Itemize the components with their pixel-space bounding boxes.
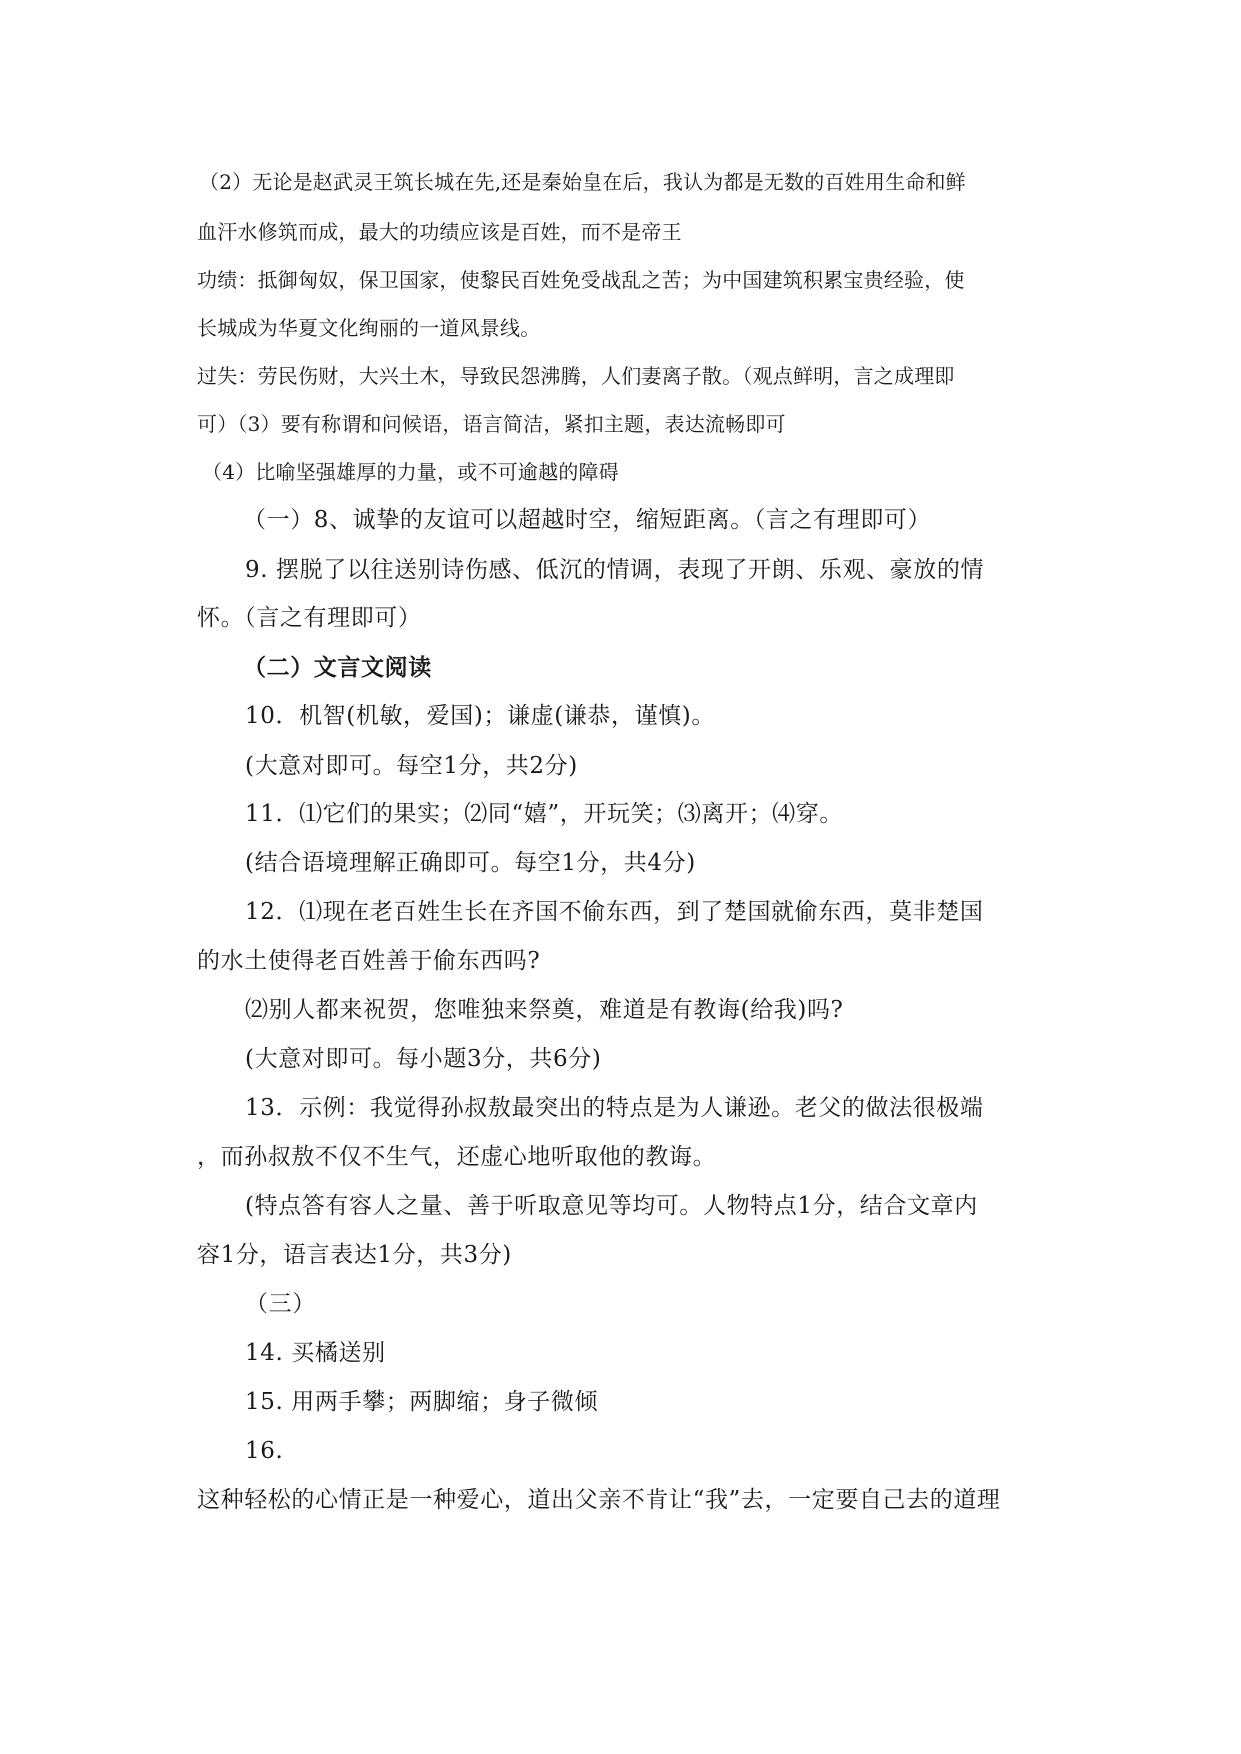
answer-10: 10．机智(机敏，爱国)；谦虚(谦恭，谨慎)。 — [245, 703, 715, 729]
answer-10-score: (大意对即可。每空1分，共2分) — [245, 753, 578, 779]
answer-12-score: (大意对即可。每小题3分，共6分) — [245, 1046, 602, 1072]
answer-9-line-1: 9. 摆脱了以往送别诗伤感、低沉的情调，表现了开朗、乐观、豪放的情 — [245, 557, 985, 583]
merit-line-2: 长城成为华夏文化绚丽的一道风景线。 — [197, 316, 541, 340]
answer-13-line-2: ，而孙叔敖不仅不生气，还虚心地听取他的教诲。 — [197, 1144, 717, 1170]
answer-11-score: (结合语境理解正确即可。每空1分，共4分) — [245, 850, 696, 876]
answer-16-label: 16. — [245, 1438, 284, 1464]
answer-13-score-line-2: 容1分，语言表达1分，共3分) — [197, 1242, 512, 1268]
answer-2-line-1: （2）无论是赵武灵王筑长城在先,还是秦始皇在后，我认为都是无数的百姓用生命和鲜 — [199, 170, 966, 194]
answer-13-score-line-1: (特点答有容人之量、善于听取意见等均可。人物特点1分，结合文章内 — [245, 1193, 978, 1219]
answer-12-line-2: 的水土使得老百姓善于偷东西吗? — [197, 948, 541, 974]
answer-12-line-1: 12．⑴现在老百姓生长在齐国不偷东西，到了楚国就偷东西，莫非楚国 — [245, 899, 984, 925]
section-2-heading: （二）文言文阅读 — [243, 654, 432, 681]
answer-15: 15. 用两手攀；两脚缩；身子微倾 — [245, 1389, 599, 1415]
merit-line-1: 功绩：抵御匈奴，保卫国家，使黎民百姓免受战乱之苦；为中国建筑积累宝贵经验，使 — [197, 268, 965, 292]
section-1-answer-8: （一）8、诚挚的友谊可以超越时空，缩短距离。（言之有理即可） — [243, 507, 932, 533]
answer-14: 14. 买橘送别 — [245, 1340, 386, 1366]
answer-9-line-2: 怀。（言之有理即可） — [197, 605, 422, 631]
answer-12-part-2: ⑵别人都来祝贺，您唯独来祭奠，难道是有教诲(给我)吗? — [245, 997, 844, 1023]
fault-line-1: 过失：劳民伤财，大兴土木，导致民怨沸腾，人们妻离子散。（观点鲜明，言之成理即 — [197, 364, 955, 388]
section-3-heading: （三） — [245, 1291, 316, 1317]
fault-line-2: 可）（3）要有称谓和问候语，语言简洁，紧扣主题，表达流畅即可 — [197, 412, 786, 436]
answer-4-line: （4）比喻坚强雄厚的力量，或不可逾越的障碍 — [202, 460, 619, 484]
answer-16-text: 这种轻松的心情正是一种爱心，道出父亲不肯让“我”去，一定要自己去的道理 — [197, 1487, 1001, 1513]
answer-13-line-1: 13．示例：我觉得孙叔敖最突出的特点是为人谦逊。老父的做法很极端 — [245, 1095, 984, 1121]
answer-2-line-2: 血汗水修筑而成，最大的功绩应该是百姓，而不是帝王 — [197, 220, 682, 244]
answer-11: 11．⑴它们的果实；⑵同“嬉”，开玩笑；⑶离开；⑷穿。 — [245, 801, 843, 827]
